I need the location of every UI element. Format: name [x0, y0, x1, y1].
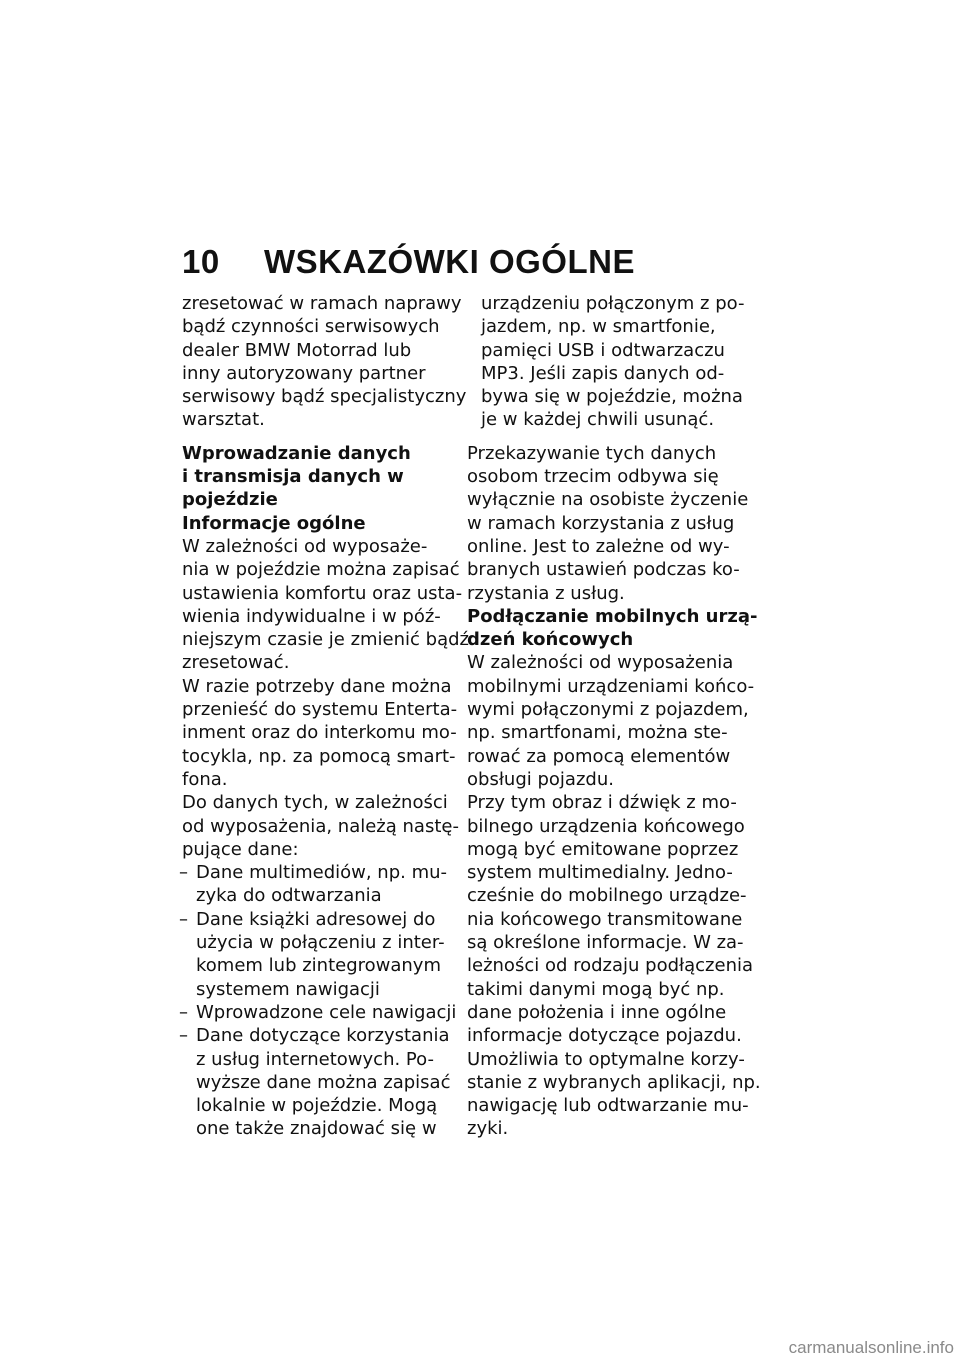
- text-line: w ramach korzystania z usług: [467, 512, 735, 534]
- text-line: Przy tym obraz i dźwięk z mo-: [467, 792, 737, 814]
- paragraph: [182, 791, 457, 861]
- text-line: stanie z wybranych aplikacji, np.: [467, 1071, 761, 1093]
- chapter-title: WSKAZÓWKI OGÓLNE: [264, 243, 635, 280]
- text-line: rzystania z usług.: [467, 582, 625, 604]
- text-line: W razie potrzeby dane można: [182, 675, 452, 697]
- dash-bullet: –: [179, 1001, 188, 1023]
- text-line: urządzeniu połączonym z po-: [481, 293, 745, 314]
- list-item-continuation: [467, 292, 752, 432]
- text-line: zresetować.: [182, 652, 290, 674]
- text-line: obsługi pojazdu.: [467, 768, 614, 790]
- text-line: użycia w połączeniu z inter-: [196, 932, 445, 954]
- text-line: komem lub zintegrowanym: [196, 955, 441, 977]
- text-line: W zależności od wyposaże-: [182, 535, 428, 557]
- text-line: wymi połączonymi z pojazdem,: [467, 699, 749, 721]
- text-line: lokalnie w pojeździe. Mogą: [196, 1095, 438, 1117]
- text-line: bądź czynności serwisowych: [182, 316, 440, 338]
- text-line: osobom trzecim odbywa się: [467, 466, 719, 488]
- text-line: ustawienia komfortu oraz usta-: [182, 582, 463, 604]
- heading-line: Podłączanie mobilnych urzą-: [467, 605, 758, 627]
- paragraph: [467, 791, 761, 1140]
- bullet-list: [179, 861, 457, 1141]
- text-line: nia w pojeździe można zapisać: [182, 559, 460, 581]
- text-line: wyłącznie na osobiste życzenie: [467, 489, 749, 511]
- text-line: mogą być emitowane poprzez: [467, 838, 739, 860]
- text-line: warsztat.: [182, 409, 265, 431]
- text-line: Umożliwia to optymalne korzy-: [467, 1048, 745, 1070]
- subheading-general-info: Informacje ogólne: [182, 512, 366, 534]
- text-line: zresetować w ramach naprawy: [182, 293, 462, 314]
- text-line: MP3. Jeśli zapis danych od-: [481, 362, 725, 384]
- paragraph: [182, 535, 469, 675]
- heading-line: dzeń końcowych: [467, 629, 634, 651]
- page-header: [182, 243, 635, 281]
- heading-line: i transmisja danych w: [182, 466, 404, 488]
- list-item: [179, 861, 457, 908]
- text-line: cześnie do mobilnego urządze-: [467, 885, 747, 907]
- text-line: takimi danymi mogą być np.: [467, 978, 725, 1000]
- text-line: inment oraz do interkomu mo-: [182, 722, 457, 744]
- list-item: [179, 1001, 457, 1024]
- left-column: [179, 292, 469, 1141]
- paragraph: [467, 442, 752, 605]
- text-line: pamięci USB i odtwarzaczu: [481, 339, 725, 361]
- section-heading-data-input: [182, 442, 457, 512]
- text-line: tocykla, np. za pomocą smart-: [182, 745, 456, 767]
- text-line: Wprowadzone cele nawigacji: [196, 1001, 457, 1023]
- text-line: je w każdej chwili usunąć.: [481, 409, 715, 431]
- text-line: niejszym czasie je zmienić bądź: [182, 629, 469, 651]
- dash-bullet: –: [179, 1025, 188, 1047]
- text-line: Dane multimediów, np. mu-: [196, 862, 448, 884]
- text-line: informacje dotyczące pojazdu.: [467, 1025, 742, 1047]
- text-line: system multimedialny. Jedno-: [467, 862, 733, 884]
- dash-bullet: –: [179, 908, 188, 930]
- text-line: Do danych tych, w zależności: [182, 792, 448, 814]
- text-line: online. Jest to zależne od wy-: [467, 535, 730, 557]
- text-line: zyki.: [467, 1118, 509, 1140]
- paragraph: [467, 651, 755, 791]
- text-line: mobilnymi urządzeniami końco-: [467, 675, 755, 697]
- list-item: [179, 1024, 457, 1140]
- text-line: przenieść do systemu Enterta-: [182, 699, 458, 721]
- text-line: systemem nawigacji: [196, 978, 380, 1000]
- text-line: leżności od rodzaju podłączenia: [467, 955, 754, 977]
- text-line: rować za pomocą elementów: [467, 745, 731, 767]
- text-line: W zależności od wyposażenia: [467, 652, 734, 674]
- right-column: [467, 292, 761, 1141]
- text-line: bilnego urządzenia końcowego: [467, 815, 745, 837]
- paragraph: [182, 675, 457, 791]
- text-line: branych ustawień podczas ko-: [467, 559, 740, 581]
- text-line: pujące dane:: [182, 838, 299, 860]
- chapter-number: 10: [182, 243, 220, 280]
- watermark-link[interactable]: carmanualsonline.info: [788, 1338, 954, 1357]
- text-line: wienia indywidualne i w póź-: [182, 605, 441, 627]
- text-line: serwisowy bądź specjalistyczny: [182, 386, 467, 408]
- text-line: nia końcowego transmitowane: [467, 908, 743, 930]
- text-line: Dane dotyczące korzystania: [196, 1025, 450, 1047]
- text-line: dane położenia i inne ogólne: [467, 1001, 727, 1023]
- text-line: od wyposażenia, należą nastę-: [182, 815, 459, 837]
- text-line: są określone informacje. W za-: [467, 932, 744, 954]
- text-line: np. smartfonami, można ste-: [467, 722, 728, 744]
- text-line: nawigację lub odtwarzanie mu-: [467, 1095, 749, 1117]
- text-line: Dane książki adresowej do: [196, 908, 436, 930]
- text-line: wyższe dane można zapisać: [196, 1071, 451, 1093]
- text-line: fona.: [182, 768, 228, 790]
- text-line: bywa się w pojeździe, można: [481, 386, 743, 408]
- text-line: zyka do odtwarzania: [196, 885, 382, 907]
- text-line: jazdem, np. w smartfonie,: [481, 316, 716, 338]
- list-item: [179, 908, 457, 1001]
- text-line: z usług internetowych. Po-: [196, 1048, 434, 1070]
- text-line: dealer BMW Motorrad lub: [182, 339, 412, 361]
- text-line: Przekazywanie tych danych: [467, 442, 717, 464]
- text-line: one także znajdować się w: [196, 1118, 437, 1140]
- dash-bullet: –: [179, 862, 188, 884]
- intro-paragraph: [182, 292, 467, 432]
- text-line: inny autoryzowany partner: [182, 362, 426, 384]
- section-heading-mobile-devices: [467, 605, 758, 652]
- heading-line: pojeździe: [182, 489, 278, 511]
- heading-line: Wprowadzanie danych: [182, 442, 411, 464]
